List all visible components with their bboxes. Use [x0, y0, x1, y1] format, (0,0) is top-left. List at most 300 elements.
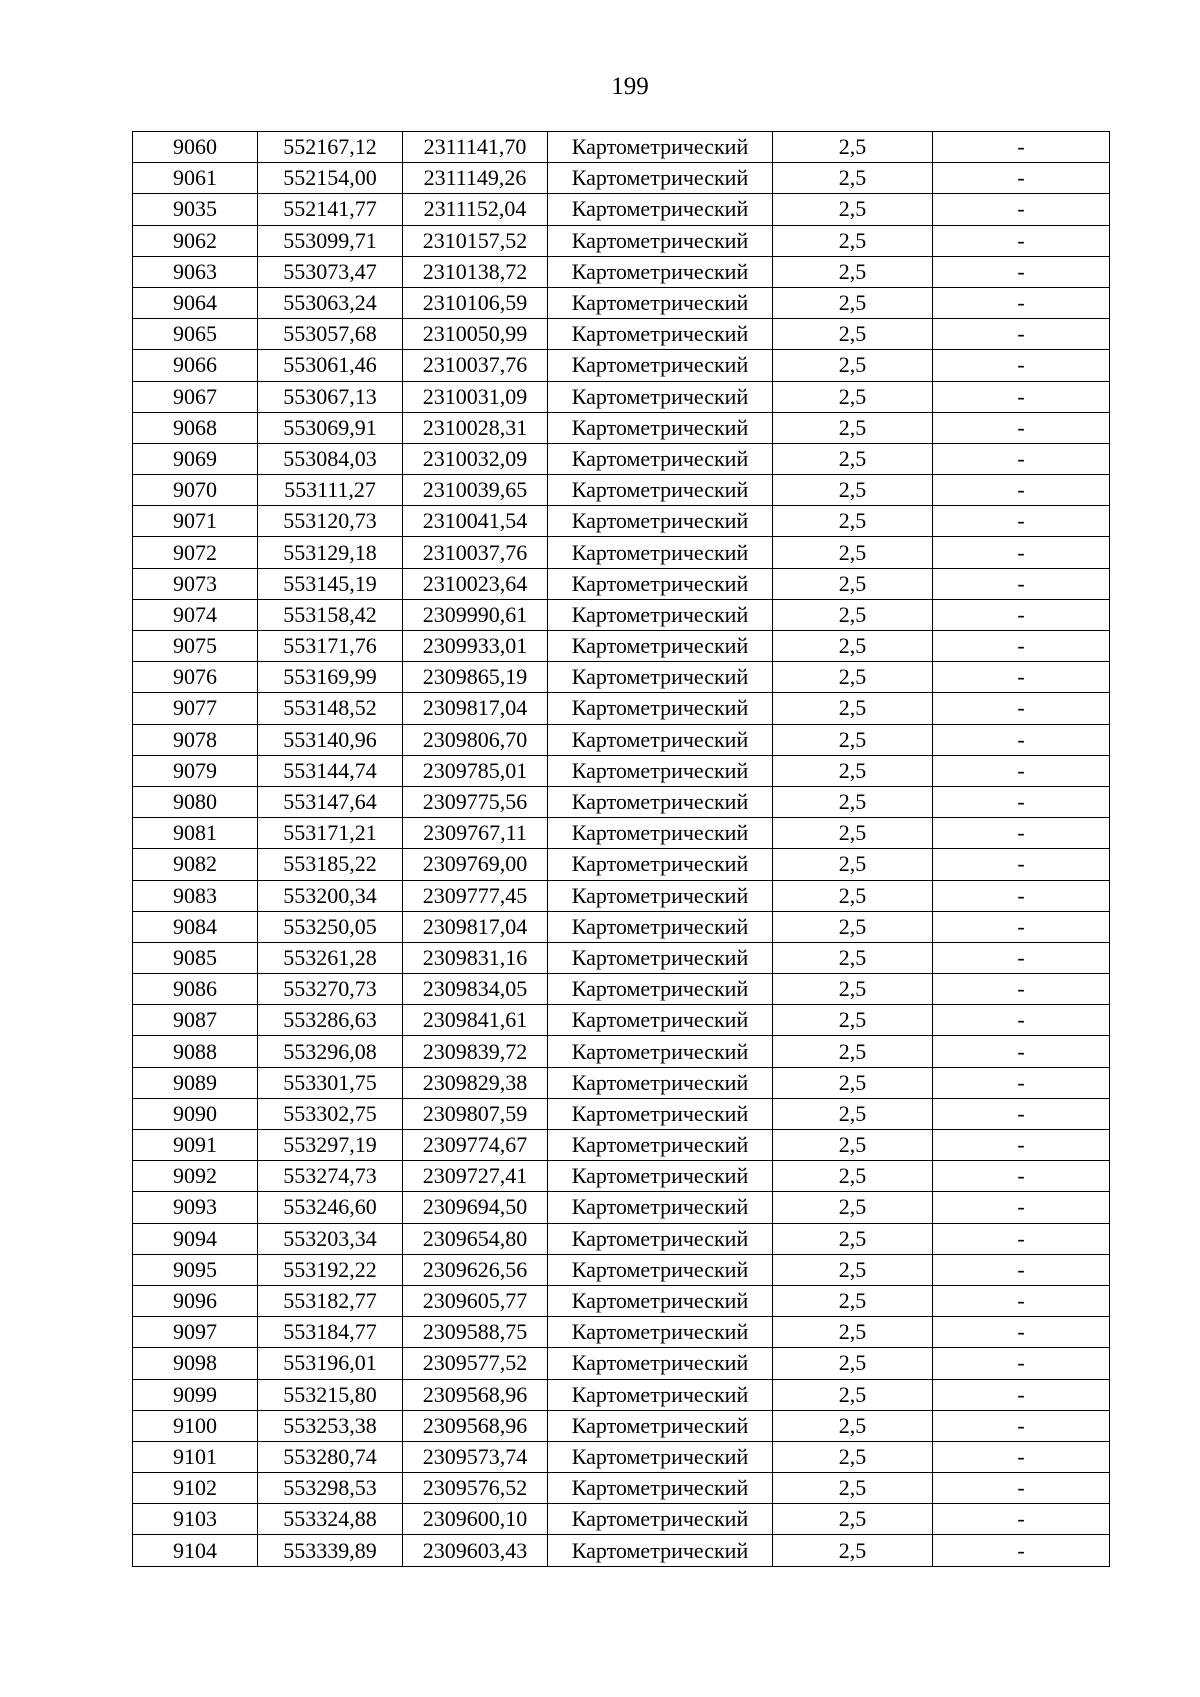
description-cell: - — [933, 1223, 1110, 1254]
description-cell: - — [933, 1161, 1110, 1192]
description-cell: - — [933, 350, 1110, 381]
accuracy-cell: 2,5 — [773, 1504, 933, 1535]
y-coordinate-cell: 2309933,01 — [403, 631, 548, 662]
point-number-cell: 9089 — [133, 1067, 258, 1098]
method-cell: Картометрический — [548, 1130, 773, 1161]
x-coordinate-cell: 552167,12 — [258, 132, 403, 163]
x-coordinate-cell: 553099,71 — [258, 225, 403, 256]
y-coordinate-cell: 2309865,19 — [403, 662, 548, 693]
table-row — [133, 1254, 1110, 1285]
table-row — [133, 1223, 1110, 1254]
point-number-cell: 9079 — [133, 755, 258, 786]
table-row — [133, 537, 1110, 568]
table-row — [133, 911, 1110, 942]
description-cell: - — [933, 1317, 1110, 1348]
accuracy-cell: 2,5 — [773, 911, 933, 942]
accuracy-cell: 2,5 — [773, 724, 933, 755]
method-cell: Картометрический — [548, 1254, 773, 1285]
y-coordinate-cell: 2310138,72 — [403, 256, 548, 287]
x-coordinate-cell: 553171,21 — [258, 818, 403, 849]
description-cell: - — [933, 537, 1110, 568]
method-cell: Картометрический — [548, 1379, 773, 1410]
description-cell: - — [933, 849, 1110, 880]
y-coordinate-cell: 2309774,67 — [403, 1130, 548, 1161]
page-number: 199 — [611, 73, 649, 100]
x-coordinate-cell: 553169,99 — [258, 662, 403, 693]
method-cell: Картометрический — [548, 693, 773, 724]
method-cell: Картометрический — [548, 974, 773, 1005]
point-number-cell: 9060 — [133, 132, 258, 163]
coordinates-table-body — [133, 132, 1110, 1567]
description-cell: - — [933, 974, 1110, 1005]
table-row — [133, 786, 1110, 817]
accuracy-cell: 2,5 — [773, 1410, 933, 1441]
description-cell: - — [933, 412, 1110, 443]
y-coordinate-cell: 2310037,76 — [403, 537, 548, 568]
x-coordinate-cell: 553063,24 — [258, 287, 403, 318]
y-coordinate-cell: 2309817,04 — [403, 911, 548, 942]
table-row — [133, 381, 1110, 412]
method-cell: Картометрический — [548, 942, 773, 973]
accuracy-cell: 2,5 — [773, 475, 933, 506]
x-coordinate-cell: 552141,77 — [258, 194, 403, 225]
method-cell: Картометрический — [548, 568, 773, 599]
table-row — [133, 1535, 1110, 1566]
x-coordinate-cell: 553203,34 — [258, 1223, 403, 1254]
y-coordinate-cell: 2310106,59 — [403, 287, 548, 318]
table-row — [133, 1192, 1110, 1223]
y-coordinate-cell: 2309605,77 — [403, 1285, 548, 1316]
accuracy-cell: 2,5 — [773, 1067, 933, 1098]
description-cell: - — [933, 1473, 1110, 1504]
table-row — [133, 1130, 1110, 1161]
method-cell: Картометрический — [548, 724, 773, 755]
table-row — [133, 1379, 1110, 1410]
method-cell: Картометрический — [548, 599, 773, 630]
accuracy-cell: 2,5 — [773, 381, 933, 412]
y-coordinate-cell: 2309588,75 — [403, 1317, 548, 1348]
table-row — [133, 1441, 1110, 1472]
x-coordinate-cell: 553073,47 — [258, 256, 403, 287]
point-number-cell: 9102 — [133, 1473, 258, 1504]
method-cell: Картометрический — [548, 1161, 773, 1192]
table-row — [133, 599, 1110, 630]
x-coordinate-cell: 553298,53 — [258, 1473, 403, 1504]
point-number-cell: 9074 — [133, 599, 258, 630]
x-coordinate-cell: 553147,64 — [258, 786, 403, 817]
point-number-cell: 9086 — [133, 974, 258, 1005]
table-row — [133, 1410, 1110, 1441]
description-cell: - — [933, 755, 1110, 786]
point-number-cell: 9070 — [133, 475, 258, 506]
method-cell: Картометрический — [548, 1005, 773, 1036]
x-coordinate-cell: 553253,38 — [258, 1410, 403, 1441]
description-cell: - — [933, 1067, 1110, 1098]
point-number-cell: 9101 — [133, 1441, 258, 1472]
x-coordinate-cell: 553250,05 — [258, 911, 403, 942]
point-number-cell: 9069 — [133, 443, 258, 474]
description-cell: - — [933, 381, 1110, 412]
x-coordinate-cell: 553246,60 — [258, 1192, 403, 1223]
table-row — [133, 1473, 1110, 1504]
point-number-cell: 9082 — [133, 849, 258, 880]
point-number-cell: 9081 — [133, 818, 258, 849]
description-cell: - — [933, 1348, 1110, 1379]
method-cell: Картометрический — [548, 1504, 773, 1535]
x-coordinate-cell: 553182,77 — [258, 1285, 403, 1316]
y-coordinate-cell: 2310028,31 — [403, 412, 548, 443]
accuracy-cell: 2,5 — [773, 1223, 933, 1254]
point-number-cell: 9093 — [133, 1192, 258, 1223]
description-cell: - — [933, 194, 1110, 225]
accuracy-cell: 2,5 — [773, 1473, 933, 1504]
description-cell: - — [933, 599, 1110, 630]
point-number-cell: 9099 — [133, 1379, 258, 1410]
y-coordinate-cell: 2309603,43 — [403, 1535, 548, 1566]
accuracy-cell: 2,5 — [773, 287, 933, 318]
table-row — [133, 1317, 1110, 1348]
y-coordinate-cell: 2309839,72 — [403, 1036, 548, 1067]
accuracy-cell: 2,5 — [773, 256, 933, 287]
point-number-cell: 9097 — [133, 1317, 258, 1348]
y-coordinate-cell: 2309568,96 — [403, 1379, 548, 1410]
y-coordinate-cell: 2310032,09 — [403, 443, 548, 474]
x-coordinate-cell: 553261,28 — [258, 942, 403, 973]
x-coordinate-cell: 553324,88 — [258, 1504, 403, 1535]
x-coordinate-cell: 553296,08 — [258, 1036, 403, 1067]
accuracy-cell: 2,5 — [773, 631, 933, 662]
table-row — [133, 1504, 1110, 1535]
y-coordinate-cell: 2309568,96 — [403, 1410, 548, 1441]
x-coordinate-cell: 553196,01 — [258, 1348, 403, 1379]
accuracy-cell: 2,5 — [773, 1098, 933, 1129]
accuracy-cell: 2,5 — [773, 132, 933, 163]
accuracy-cell: 2,5 — [773, 818, 933, 849]
point-number-cell: 9066 — [133, 350, 258, 381]
method-cell: Картометрический — [548, 506, 773, 537]
y-coordinate-cell: 2311149,26 — [403, 163, 548, 194]
description-cell: - — [933, 911, 1110, 942]
accuracy-cell: 2,5 — [773, 568, 933, 599]
description-cell: - — [933, 693, 1110, 724]
point-number-cell: 9035 — [133, 194, 258, 225]
y-coordinate-cell: 2309727,41 — [403, 1161, 548, 1192]
table-row — [133, 1285, 1110, 1316]
x-coordinate-cell: 553158,42 — [258, 599, 403, 630]
method-cell: Картометрический — [548, 1473, 773, 1504]
x-coordinate-cell: 553301,75 — [258, 1067, 403, 1098]
method-cell: Картометрический — [548, 443, 773, 474]
table-row — [133, 256, 1110, 287]
table-row — [133, 350, 1110, 381]
point-number-cell: 9094 — [133, 1223, 258, 1254]
y-coordinate-cell: 2309990,61 — [403, 599, 548, 630]
y-coordinate-cell: 2309767,11 — [403, 818, 548, 849]
y-coordinate-cell: 2310041,54 — [403, 506, 548, 537]
accuracy-cell: 2,5 — [773, 880, 933, 911]
method-cell: Картометрический — [548, 1285, 773, 1316]
method-cell: Картометрический — [548, 537, 773, 568]
accuracy-cell: 2,5 — [773, 1317, 933, 1348]
method-cell: Картометрический — [548, 1535, 773, 1566]
accuracy-cell: 2,5 — [773, 849, 933, 880]
table-row — [133, 412, 1110, 443]
method-cell: Картометрический — [548, 880, 773, 911]
y-coordinate-cell: 2310023,64 — [403, 568, 548, 599]
y-coordinate-cell: 2310039,65 — [403, 475, 548, 506]
method-cell: Картометрический — [548, 662, 773, 693]
x-coordinate-cell: 553140,96 — [258, 724, 403, 755]
accuracy-cell: 2,5 — [773, 1441, 933, 1472]
description-cell: - — [933, 256, 1110, 287]
point-number-cell: 9100 — [133, 1410, 258, 1441]
method-cell: Картометрический — [548, 631, 773, 662]
y-coordinate-cell: 2309841,61 — [403, 1005, 548, 1036]
x-coordinate-cell: 553145,19 — [258, 568, 403, 599]
accuracy-cell: 2,5 — [773, 693, 933, 724]
y-coordinate-cell: 2309600,10 — [403, 1504, 548, 1535]
y-coordinate-cell: 2309576,52 — [403, 1473, 548, 1504]
description-cell: - — [933, 724, 1110, 755]
table-row — [133, 631, 1110, 662]
method-cell: Картометрический — [548, 1036, 773, 1067]
y-coordinate-cell: 2310050,99 — [403, 319, 548, 350]
x-coordinate-cell: 553069,91 — [258, 412, 403, 443]
point-number-cell: 9084 — [133, 911, 258, 942]
description-cell: - — [933, 163, 1110, 194]
y-coordinate-cell: 2309777,45 — [403, 880, 548, 911]
accuracy-cell: 2,5 — [773, 1192, 933, 1223]
table-row — [133, 755, 1110, 786]
point-number-cell: 9067 — [133, 381, 258, 412]
point-number-cell: 9083 — [133, 880, 258, 911]
accuracy-cell: 2,5 — [773, 506, 933, 537]
point-number-cell: 9085 — [133, 942, 258, 973]
accuracy-cell: 2,5 — [773, 350, 933, 381]
y-coordinate-cell: 2310031,09 — [403, 381, 548, 412]
y-coordinate-cell: 2309807,59 — [403, 1098, 548, 1129]
table-row — [133, 724, 1110, 755]
x-coordinate-cell: 553297,19 — [258, 1130, 403, 1161]
accuracy-cell: 2,5 — [773, 1036, 933, 1067]
method-cell: Картометрический — [548, 163, 773, 194]
x-coordinate-cell: 553120,73 — [258, 506, 403, 537]
y-coordinate-cell: 2309829,38 — [403, 1067, 548, 1098]
x-coordinate-cell: 553148,52 — [258, 693, 403, 724]
y-coordinate-cell: 2309785,01 — [403, 755, 548, 786]
description-cell: - — [933, 786, 1110, 817]
method-cell: Картометрический — [548, 319, 773, 350]
point-number-cell: 9071 — [133, 506, 258, 537]
method-cell: Картометрический — [548, 287, 773, 318]
accuracy-cell: 2,5 — [773, 1130, 933, 1161]
description-cell: - — [933, 287, 1110, 318]
description-cell: - — [933, 475, 1110, 506]
point-number-cell: 9068 — [133, 412, 258, 443]
table-row — [133, 818, 1110, 849]
point-number-cell: 9076 — [133, 662, 258, 693]
description-cell: - — [933, 1441, 1110, 1472]
x-coordinate-cell: 553200,34 — [258, 880, 403, 911]
accuracy-cell: 2,5 — [773, 786, 933, 817]
x-coordinate-cell: 553185,22 — [258, 849, 403, 880]
method-cell: Картометрический — [548, 1348, 773, 1379]
accuracy-cell: 2,5 — [773, 1254, 933, 1285]
table-row — [133, 1098, 1110, 1129]
point-number-cell: 9090 — [133, 1098, 258, 1129]
point-number-cell: 9072 — [133, 537, 258, 568]
y-coordinate-cell: 2309769,00 — [403, 849, 548, 880]
table-row — [133, 974, 1110, 1005]
point-number-cell: 9096 — [133, 1285, 258, 1316]
method-cell: Картометрический — [548, 132, 773, 163]
description-cell: - — [933, 1130, 1110, 1161]
method-cell: Картометрический — [548, 381, 773, 412]
x-coordinate-cell: 553184,77 — [258, 1317, 403, 1348]
table-row — [133, 319, 1110, 350]
y-coordinate-cell: 2310037,76 — [403, 350, 548, 381]
description-cell: - — [933, 631, 1110, 662]
accuracy-cell: 2,5 — [773, 163, 933, 194]
description-cell: - — [933, 1254, 1110, 1285]
point-number-cell: 9064 — [133, 287, 258, 318]
method-cell: Картометрический — [548, 1098, 773, 1129]
accuracy-cell: 2,5 — [773, 319, 933, 350]
table-row — [133, 163, 1110, 194]
x-coordinate-cell: 553274,73 — [258, 1161, 403, 1192]
description-cell: - — [933, 1535, 1110, 1566]
y-coordinate-cell: 2311141,70 — [403, 132, 548, 163]
x-coordinate-cell: 553270,73 — [258, 974, 403, 1005]
table-row — [133, 849, 1110, 880]
x-coordinate-cell: 553084,03 — [258, 443, 403, 474]
point-number-cell: 9087 — [133, 1005, 258, 1036]
y-coordinate-cell: 2309834,05 — [403, 974, 548, 1005]
description-cell: - — [933, 1379, 1110, 1410]
description-cell: - — [933, 1504, 1110, 1535]
x-coordinate-cell: 553192,22 — [258, 1254, 403, 1285]
description-cell: - — [933, 1098, 1110, 1129]
point-number-cell: 9077 — [133, 693, 258, 724]
x-coordinate-cell: 553286,63 — [258, 1005, 403, 1036]
table-row — [133, 1161, 1110, 1192]
x-coordinate-cell: 553067,13 — [258, 381, 403, 412]
description-cell: - — [933, 506, 1110, 537]
description-cell: - — [933, 818, 1110, 849]
table-row — [133, 132, 1110, 163]
x-coordinate-cell: 553171,76 — [258, 631, 403, 662]
accuracy-cell: 2,5 — [773, 194, 933, 225]
accuracy-cell: 2,5 — [773, 1161, 933, 1192]
x-coordinate-cell: 553144,74 — [258, 755, 403, 786]
accuracy-cell: 2,5 — [773, 942, 933, 973]
y-coordinate-cell: 2309626,56 — [403, 1254, 548, 1285]
x-coordinate-cell: 553057,68 — [258, 319, 403, 350]
x-coordinate-cell: 552154,00 — [258, 163, 403, 194]
table-row — [133, 225, 1110, 256]
point-number-cell: 9092 — [133, 1161, 258, 1192]
x-coordinate-cell: 553339,89 — [258, 1535, 403, 1566]
point-number-cell: 9104 — [133, 1535, 258, 1566]
table-row — [133, 693, 1110, 724]
x-coordinate-cell: 553302,75 — [258, 1098, 403, 1129]
table-row — [133, 194, 1110, 225]
description-cell: - — [933, 1410, 1110, 1441]
description-cell: - — [933, 443, 1110, 474]
y-coordinate-cell: 2310157,52 — [403, 225, 548, 256]
description-cell: - — [933, 1285, 1110, 1316]
point-number-cell: 9078 — [133, 724, 258, 755]
method-cell: Картометрический — [548, 350, 773, 381]
method-cell: Картометрический — [548, 755, 773, 786]
method-cell: Картометрический — [548, 1441, 773, 1472]
method-cell: Картометрический — [548, 1067, 773, 1098]
accuracy-cell: 2,5 — [773, 1285, 933, 1316]
y-coordinate-cell: 2309573,74 — [403, 1441, 548, 1472]
x-coordinate-cell: 553111,27 — [258, 475, 403, 506]
y-coordinate-cell: 2311152,04 — [403, 194, 548, 225]
description-cell: - — [933, 132, 1110, 163]
y-coordinate-cell: 2309831,16 — [403, 942, 548, 973]
description-cell: - — [933, 1036, 1110, 1067]
description-cell: - — [933, 880, 1110, 911]
method-cell: Картометрический — [548, 911, 773, 942]
table-row — [133, 568, 1110, 599]
description-cell: - — [933, 662, 1110, 693]
description-cell: - — [933, 1005, 1110, 1036]
table-row — [133, 880, 1110, 911]
method-cell: Картометрический — [548, 818, 773, 849]
y-coordinate-cell: 2309806,70 — [403, 724, 548, 755]
y-coordinate-cell: 2309577,52 — [403, 1348, 548, 1379]
y-coordinate-cell: 2309817,04 — [403, 693, 548, 724]
x-coordinate-cell: 553215,80 — [258, 1379, 403, 1410]
table-row — [133, 942, 1110, 973]
method-cell: Картометрический — [548, 849, 773, 880]
y-coordinate-cell: 2309775,56 — [403, 786, 548, 817]
accuracy-cell: 2,5 — [773, 225, 933, 256]
table-row — [133, 662, 1110, 693]
method-cell: Картометрический — [548, 786, 773, 817]
description-cell: - — [933, 568, 1110, 599]
x-coordinate-cell: 553129,18 — [258, 537, 403, 568]
point-number-cell: 9062 — [133, 225, 258, 256]
accuracy-cell: 2,5 — [773, 1535, 933, 1566]
x-coordinate-cell: 553280,74 — [258, 1441, 403, 1472]
method-cell: Картометрический — [548, 412, 773, 443]
y-coordinate-cell: 2309654,80 — [403, 1223, 548, 1254]
table-row — [133, 443, 1110, 474]
table-row — [133, 287, 1110, 318]
description-cell: - — [933, 942, 1110, 973]
accuracy-cell: 2,5 — [773, 1379, 933, 1410]
method-cell: Картометрический — [548, 1410, 773, 1441]
accuracy-cell: 2,5 — [773, 599, 933, 630]
table-row — [133, 1348, 1110, 1379]
y-coordinate-cell: 2309694,50 — [403, 1192, 548, 1223]
table-row — [133, 506, 1110, 537]
point-number-cell: 9095 — [133, 1254, 258, 1285]
point-number-cell: 9075 — [133, 631, 258, 662]
table-row — [133, 1005, 1110, 1036]
accuracy-cell: 2,5 — [773, 1348, 933, 1379]
point-number-cell: 9073 — [133, 568, 258, 599]
point-number-cell: 9065 — [133, 319, 258, 350]
accuracy-cell: 2,5 — [773, 1005, 933, 1036]
method-cell: Картометрический — [548, 1192, 773, 1223]
accuracy-cell: 2,5 — [773, 662, 933, 693]
accuracy-cell: 2,5 — [773, 412, 933, 443]
